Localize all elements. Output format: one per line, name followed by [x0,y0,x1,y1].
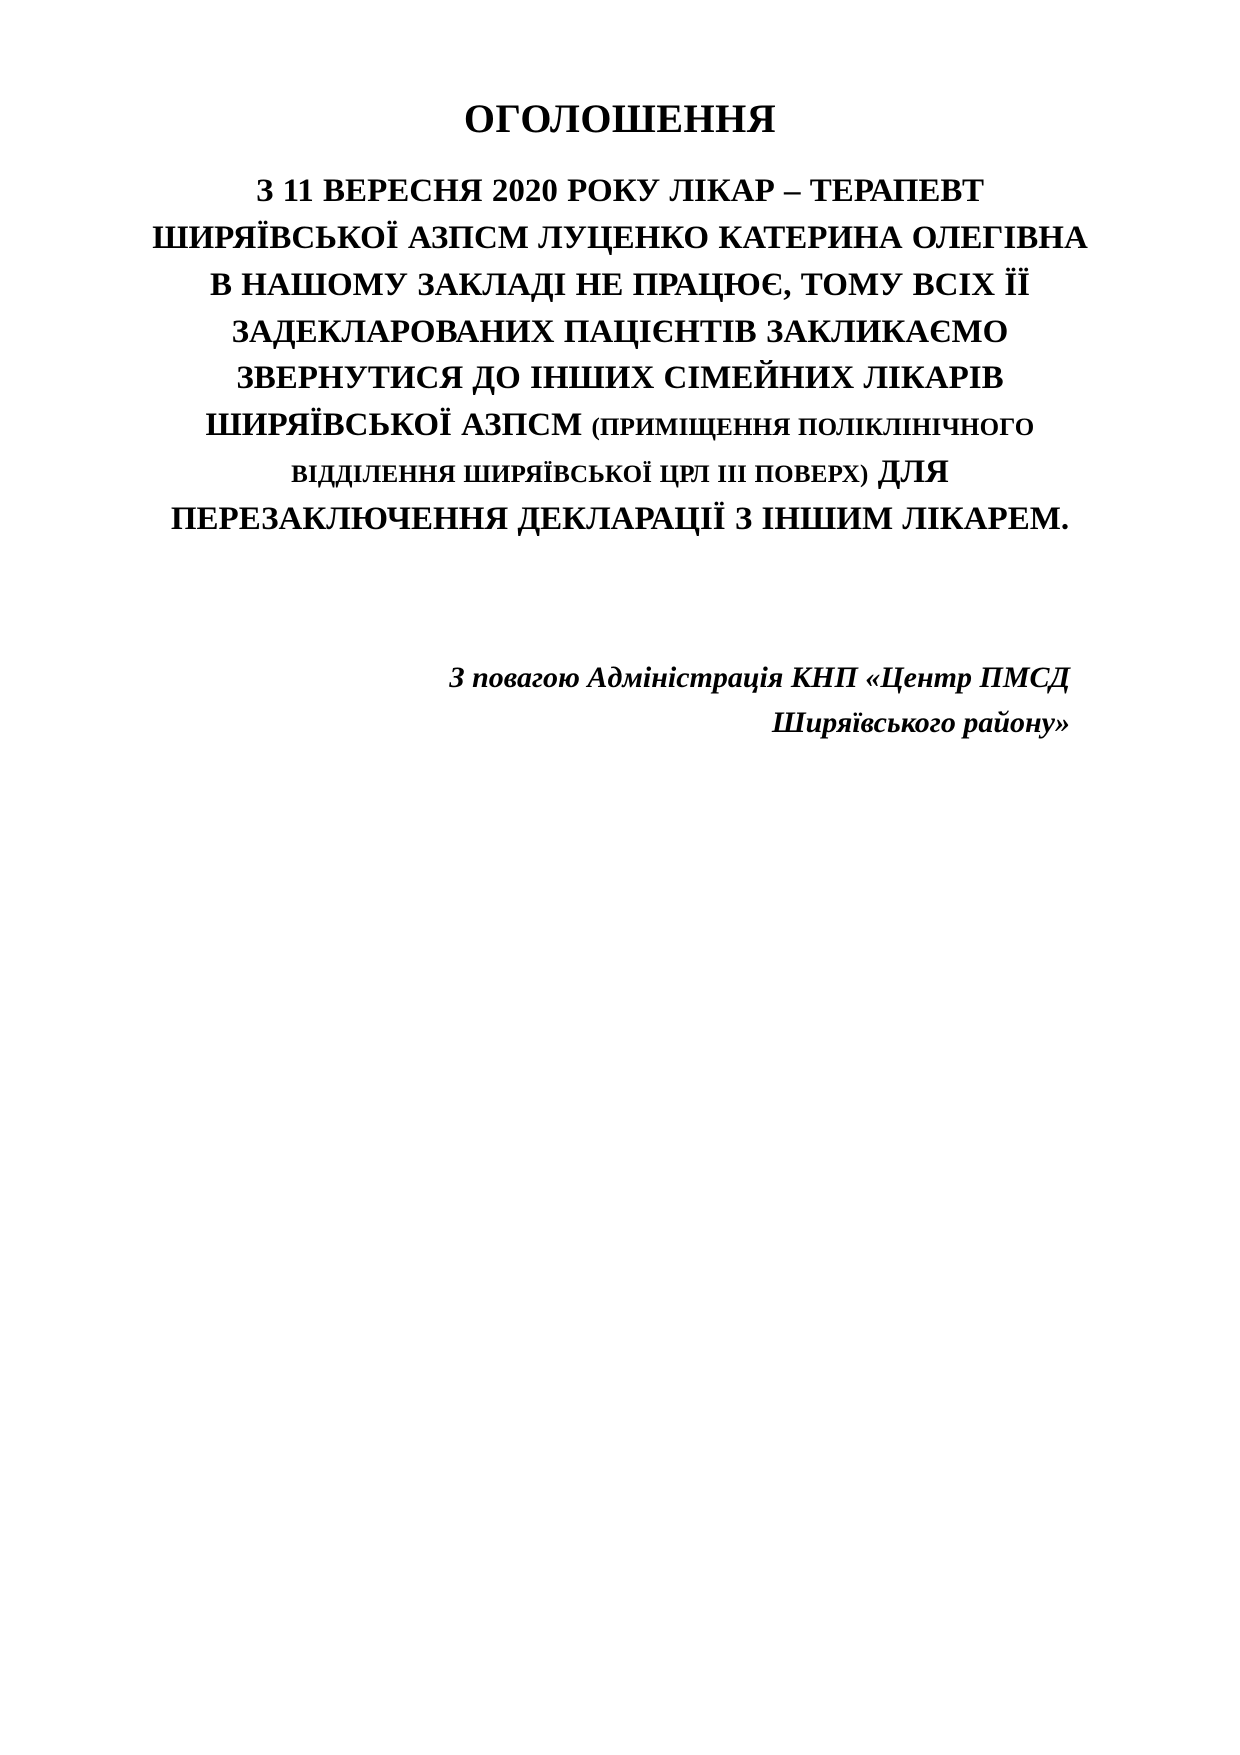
announcement-body [150,168,1090,543]
announcement-main-text-1: З 11 ВЕРЕСНЯ 2020 РОКУ ЛІКАР – ТЕРАПЕВТ ШИРЯЇВСЬКОЇ АЗПСМ ЛУЦЕНКО КАТЕРИНА ОЛЕГІВНА В НАШОМУ ЗАКЛАДІ НЕ ПРАЦЮЄ, ТОМУ ВСІХ ЇЇ ЗАДЕКЛАРОВАНИХ ПАЦІЄНТІВ ЗАКЛИКАЄМО ЗВЕРНУТИСЯ ДО ІНШИХ СІМЕЙНИХ ЛІКАРІВ ШИРЯЇВСЬКОЇ АЗПСМ [152,173,1088,444]
announcement-parenthetical-note: (ПРИМІЩЕННЯ ПОЛІКЛІНІЧНОГО ВІДДІЛЕННЯ ШИРЯЇВСЬКОЇ ЦРЛ ІІІ ПОВЕРХ) [291,414,1035,489]
signature-line-2: Ширяївського району» [771,705,1070,739]
announcement-main-text-2: ДЛЯ ПЕРЕЗАКЛЮЧЕННЯ ДЕКЛАРАЦІЇ З ІНШИМ ЛІКАРЕМ. [170,454,1070,538]
signature-line-1: З повагою Адміністрація КНП «Центр ПМСД [449,660,1070,694]
signature-block [150,655,1090,745]
page-title: ОГОЛОШЕННЯ [463,96,777,141]
